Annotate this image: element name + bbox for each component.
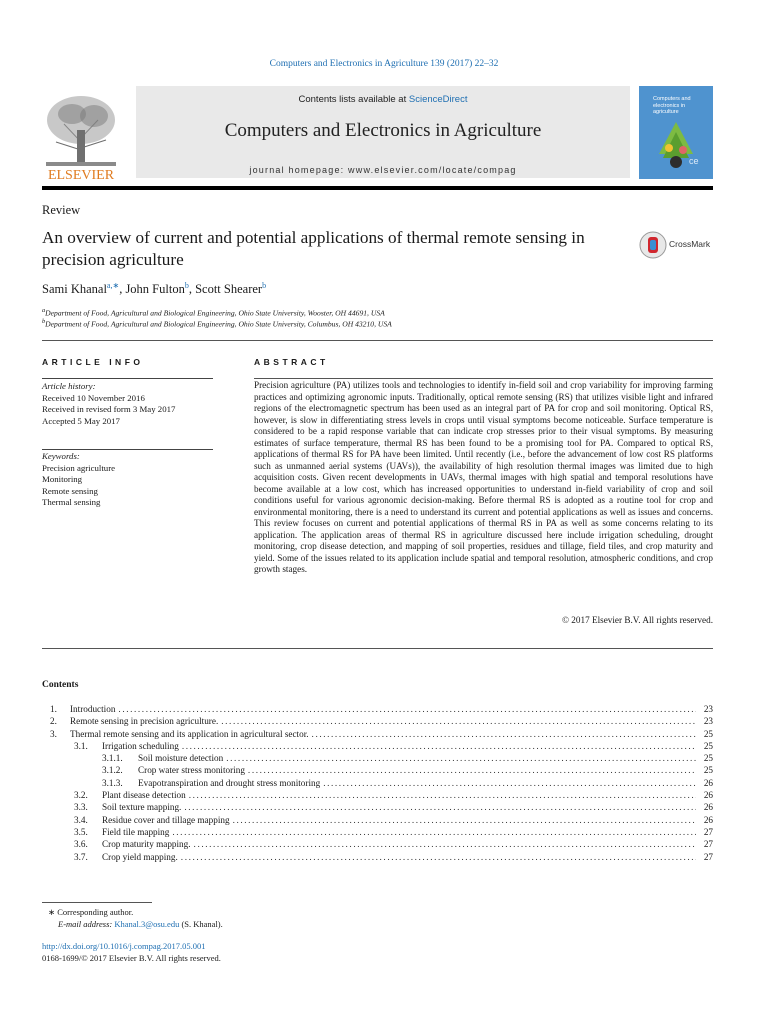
toc-leader-dots: [182, 740, 696, 752]
toc-entry-page: 25: [703, 740, 713, 751]
toc-leader-dots: [194, 838, 696, 850]
toc-entry-title: Plant disease detection: [102, 790, 186, 801]
info-rule: [42, 378, 213, 379]
sciencedirect-link[interactable]: ScienceDirect: [408, 94, 468, 105]
elsevier-logo: [42, 90, 120, 182]
crossmark-button[interactable]: [639, 231, 715, 259]
contents-available-label: Contents lists available at: [298, 94, 409, 105]
toc-entry[interactable]: [42, 814, 713, 826]
section-rule: [42, 648, 713, 649]
toc-leader-dots: [221, 715, 696, 727]
toc-entry-title: Introduction: [70, 704, 116, 714]
table-of-contents: [42, 703, 713, 863]
toc-entry-page: 26: [703, 790, 713, 801]
toc-entry-title: Thermal remote sensing and its application in agricultural sector.: [70, 728, 309, 739]
toc-entry-title: Evapotranspiration and drought stress monitoring: [138, 777, 321, 788]
keywords: [42, 451, 213, 509]
article-history: [42, 381, 213, 427]
toc-entry[interactable]: [42, 851, 713, 863]
toc-entry[interactable]: [42, 838, 713, 850]
contents-heading: Contents: [42, 680, 79, 690]
keyword: Thermal sensing: [42, 497, 101, 507]
journal-homepage[interactable]: journal homepage: www.elsevier.com/locate/compag: [249, 165, 517, 175]
toc-entry-title: Crop maturity mapping.: [102, 839, 191, 850]
toc-leader-dots: [184, 801, 696, 813]
crossmark-label: CrossMark: [669, 239, 711, 249]
toc-entry[interactable]: [42, 740, 713, 752]
keyword: Remote sensing: [42, 485, 98, 496]
history-accepted: Accepted 5 May 2017: [42, 415, 120, 426]
toc-entry-page: 26: [703, 777, 713, 788]
toc-entry[interactable]: [42, 728, 713, 740]
author-email-link[interactable]: Khanal.3@osu.edu: [114, 919, 180, 929]
toc-leader-dots: [172, 826, 696, 838]
toc-entry-title: Irrigation scheduling: [102, 740, 179, 751]
author[interactable]: John Fulton$^b$: [125, 281, 189, 297]
toc-entry[interactable]: [42, 777, 713, 789]
toc-entry-title: Crop water stress monitoring: [138, 765, 245, 776]
toc-entry-number: 3.1.3.: [102, 777, 123, 788]
author[interactable]: Scott Shearer$^b$: [195, 281, 267, 297]
toc-leader-dots: [323, 777, 696, 789]
toc-leader-dots: [312, 728, 696, 740]
toc-entry-title: Remote sensing in precision agriculture.: [70, 716, 219, 727]
toc-entry-page: 26: [703, 814, 713, 825]
toc-leader-dots: [118, 703, 696, 715]
toc-entry-number: 3.7.: [74, 851, 88, 862]
keyword: Precision agriculture: [42, 462, 116, 473]
toc-entry-number: 3.5.: [74, 826, 88, 837]
issn-line: 0168-1699/© 2017 Elsevier B.V. All rights reserved.: [42, 953, 221, 963]
toc-entry-title: Crop yield mapping.: [102, 851, 178, 862]
toc-leader-dots: [189, 789, 696, 801]
article-type: Review: [42, 203, 81, 217]
toc-entry[interactable]: [42, 764, 713, 776]
author-list: Sami Khanal$^{a,∗}$, John Fulton$^b$, Scott Shearer$^b$: [42, 281, 267, 297]
abstract-heading: ABSTRACT: [254, 357, 329, 367]
toc-entry-page: 25: [703, 765, 713, 776]
toc-entry-number: 3.1.1.: [102, 753, 123, 764]
toc-entry-title: Soil texture mapping.: [102, 802, 182, 813]
toc-leader-dots: [226, 752, 696, 764]
toc-entry[interactable]: [42, 715, 713, 727]
toc-entry-number: 1.: [50, 704, 57, 714]
cover-art-icon: [639, 86, 713, 179]
affiliation: $^b$Department of Food, Agricultural and Biological Engineering, Ohio State University, Columbus, OH 43210, USA: [42, 318, 392, 329]
section-rule: [42, 340, 713, 341]
toc-entry-page: 27: [703, 851, 713, 862]
toc-entry-number: 3.: [50, 728, 57, 739]
toc-entry-page: 23: [703, 716, 713, 727]
corresponding-author-note: ∗ Corresponding author.: [48, 907, 134, 917]
toc-leader-dots: [181, 851, 696, 863]
journal-cover-image: [639, 86, 713, 179]
toc-entry-page: 25: [703, 728, 713, 739]
info-rule: [42, 449, 213, 450]
toc-entry-page: 26: [703, 802, 713, 813]
footnote-rule: [42, 902, 152, 903]
email-note: E-mail address: Khanal.3@osu.edu (S. Khanal).: [58, 919, 223, 929]
toc-entry-number: 3.3.: [74, 802, 88, 813]
doi-link[interactable]: http://dx.doi.org/10.1016/j.compag.2017.05.001: [42, 941, 206, 951]
history-received: Received 10 November 2016: [42, 392, 145, 403]
toc-entry-page: 27: [703, 826, 713, 837]
history-label: Article history:: [42, 381, 96, 391]
toc-entry-number: 3.6.: [74, 839, 88, 850]
toc-entry[interactable]: [42, 703, 713, 715]
toc-entry-number: 3.2.: [74, 790, 88, 801]
header-rule: [42, 186, 713, 190]
history-revised: Received in revised form 3 May 2017: [42, 404, 176, 414]
article-title: An overview of current and potential applications of thermal remote sensing in precision agriculture: [42, 228, 585, 269]
toc-leader-dots: [233, 814, 696, 826]
toc-entry[interactable]: [42, 789, 713, 801]
keyword: Monitoring: [42, 474, 83, 484]
toc-entry-number: 3.1.2.: [102, 765, 123, 776]
toc-entry-number: 3.1.: [74, 740, 88, 751]
toc-leader-dots: [248, 764, 696, 776]
toc-entry-number: 2.: [50, 716, 57, 727]
cover-title: Computers and electronics in agriculture: [653, 96, 691, 115]
toc-entry-title: Field tile mapping: [102, 826, 170, 837]
abstract-text: Precision agriculture (PA) utilizes tools and technologies to identify in-field soil and crop variability for improving farming practices and optimizing agronomic inputs. Traditionally, optical remote sensing (RS) that utilizes visible light and infrared regions of the electromagnetic spectrum has been used as an integral part of PA for crop and soil monitoring. Optical RS, however, is slow in differentiating stress levels in crops until visual symptoms become noticeable. Surface temperature is considered to be a rapid response variable that can indicate crop stresses prior to their visual symptoms. By measuring estimates of surface temperature, thermal RS has been found to be a promising tool for PA. Compared to optical RS, applications of thermal RS for PA have been limited. Until recently (i.e., before the advancement of low cost RS platforms such as unmanned aerial systems (UAVs)), the availability of high resolution thermal images was limited due to high acquisition costs. Given recent developments in UAVs, thermal images with high spatial and temporal resolutions have become available at a low cost, which has increased opportunities to understand in-field variability of crop and soil conditions useful for various agronomic decision-making. Before thermal RS is adopted as a routine tool for crop and environmental monitoring, there is a need to understand its current and potential applications as well as issues and concerns. This review focuses on current and potential applications of thermal RS in PA as well as some concerns relating to its application. The application areas of thermal RS in agriculture discussed here include irrigation scheduling, drought monitoring, crop disease detection, and mapping of soil properties, residues and tillage, field tiles, and crop maturity and yield. Some of the issues related to its application include spatial and temporal resolution, atmospheric conditions, and crop growth stages.: [254, 380, 713, 574]
toc-entry[interactable]: [42, 801, 713, 813]
journal-citation[interactable]: Computers and Electronics in Agriculture 139 (2017) 22–32: [269, 59, 499, 69]
svg-text:ce: ce: [689, 156, 699, 166]
toc-entry-number: 3.4.: [74, 814, 88, 825]
keywords-label: Keywords:: [42, 451, 80, 461]
crossmark-icon: [639, 231, 667, 259]
elsevier-wordmark: ELSEVIER: [47, 168, 115, 182]
toc-entry-page: 23: [703, 704, 713, 714]
abstract-rule: [254, 378, 713, 379]
toc-entry-title: Soil moisture detection: [138, 753, 224, 764]
contents-available: [136, 94, 630, 105]
toc-entry-title: Residue cover and tillage mapping: [102, 814, 230, 825]
toc-entry[interactable]: [42, 826, 713, 838]
toc-entry-page: 27: [703, 839, 713, 850]
toc-entry-page: 25: [703, 753, 713, 764]
journal-title: Computers and Electronics in Agriculture: [224, 120, 542, 141]
article-info-heading: ARTICLE INFO: [42, 357, 144, 367]
author[interactable]: Sami Khanal$^{a,∗}$: [42, 281, 120, 297]
affiliation: $^a$Department of Food, Agricultural and Biological Engineering, Ohio State University, Wooster, OH 44691, USA: [42, 307, 385, 318]
copyright: © 2017 Elsevier B.V. All rights reserved.: [562, 615, 713, 625]
toc-entry[interactable]: [42, 752, 713, 764]
